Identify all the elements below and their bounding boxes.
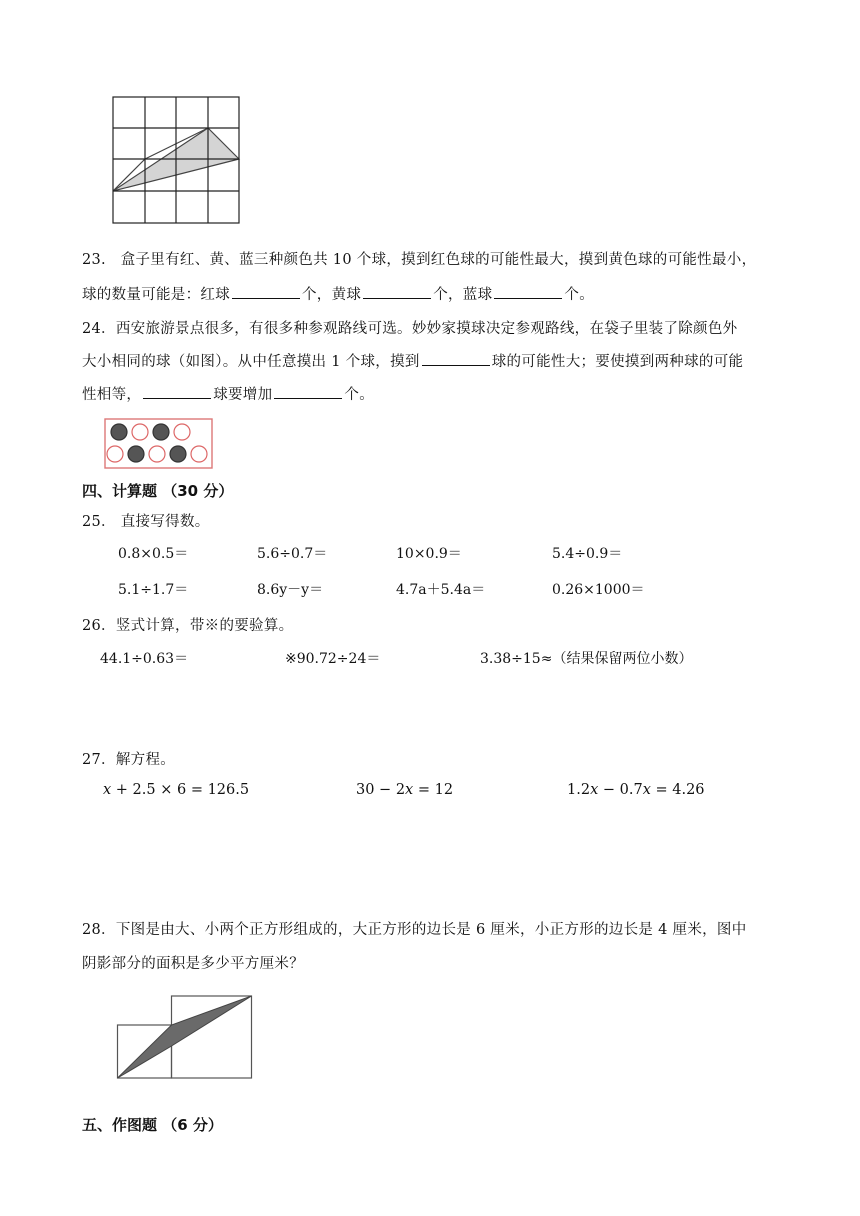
q27-eq3-var1: x [590, 782, 599, 798]
q28-line2: 阴影部分的面积是多少平方厘米？ [82, 956, 304, 972]
ball-filled [128, 446, 144, 462]
q24-text-3c: 个。 [344, 387, 375, 403]
ball-empty [149, 446, 165, 462]
q26-label: 26．竖式计算，带※的要验算。 [82, 618, 294, 634]
ball-filled [170, 446, 186, 462]
two-squares-figure [116, 994, 256, 1080]
q24-line3 [82, 383, 374, 404]
q26-item-2: ※90.72÷24＝ [285, 651, 381, 667]
ball-filled [153, 424, 169, 440]
q24-blank-count[interactable] [274, 384, 342, 399]
q23-text-2a: 球的数量可能是：红球 [82, 287, 230, 303]
ball-empty [107, 446, 123, 462]
q23-line1 [82, 248, 756, 269]
q25-r1-c2: 5.6÷0.7＝ [257, 546, 328, 562]
q27-eq3-e: = 4.26 [650, 782, 705, 798]
q27-eq3-c: − 0.7 [598, 782, 643, 798]
q25-label: 25． 直接写得数。 [82, 514, 210, 530]
q23-text-2b: 个，黄球 [302, 287, 362, 303]
q25-r1-c1: 0.8×0.5＝ [118, 546, 189, 562]
q27-equation-1 [103, 782, 249, 798]
q24-line2 [82, 350, 743, 371]
q23-blank-red[interactable] [232, 284, 300, 299]
ball-filled [111, 424, 127, 440]
section-4-title: 四、计算题 （30 分） [82, 482, 234, 500]
q25-r2-c2: 8.6y－y＝ [257, 582, 324, 598]
q24-blank-which[interactable] [143, 384, 211, 399]
q23-blank-yellow[interactable] [363, 284, 431, 299]
shaded-region [118, 996, 252, 1078]
q28-line1: 28．下图是由大、小两个正方形组成的，大正方形的边长是 6 厘米，小正方形的边长是 4 厘米，图中 [82, 922, 747, 938]
q23-line2 [82, 283, 594, 304]
q27-eq2-a: 30 − 2 [356, 782, 406, 798]
q25-r1-c3: 10×0.9＝ [396, 546, 462, 562]
q23-number: 23. [82, 252, 106, 268]
q24-line1 [82, 317, 737, 338]
ball-empty [174, 424, 190, 440]
q27-eq1-rest: + 2.5 × 6 = 126.5 [111, 782, 250, 798]
q23-blank-blue[interactable] [494, 284, 562, 299]
q27-eq3-a: 1.2 [567, 782, 591, 798]
q27-eq1-var: x [103, 782, 112, 798]
q25-r2-c3: 4.7a＋5.4a＝ [396, 582, 486, 598]
q24-text-2a: 大小相同的球（如图）。从中任意摸出 1 个球，摸到 [82, 354, 420, 370]
q23-text-1: 盒子里有红、黄、蓝三种颜色共 10 个球，摸到红色球的可能性最大，摸到黄色球的可能性最小， [120, 252, 757, 268]
q23-text-2c: 个，蓝球 [433, 287, 493, 303]
q25-r1-c4: 5.4÷0.9＝ [552, 546, 623, 562]
q27-eq3-var2: x [642, 782, 651, 798]
section-5-title: 五、作图题 （6 分） [82, 1116, 223, 1134]
q25-r2-c1: 5.1÷1.7＝ [118, 582, 189, 598]
q24-text-1: 24．西安旅游景点很多，有很多种参观路线可选。妙妙家摸球决定参观路线，在袋子里装了除颜色外 [82, 321, 738, 337]
q27-label: 27．解方程。 [82, 752, 176, 768]
q27-equation-2 [356, 782, 453, 798]
ball-empty [132, 424, 148, 440]
q24-text-3b: 球要增加 [213, 387, 273, 403]
ball-empty [191, 446, 207, 462]
q24-text-2b: 球的可能性大；要使摸到两种球的可能 [491, 354, 744, 370]
q26-item-1: 44.1÷0.63＝ [100, 651, 189, 667]
grid-triangle-figure [112, 96, 242, 226]
q27-eq2-var: x [405, 782, 414, 798]
q23-text-2d: 个。 [564, 287, 595, 303]
q24-text-3a: 性相等， [82, 387, 142, 403]
q27-eq2-c: = 12 [413, 782, 454, 798]
q27-equation-3 [567, 782, 705, 798]
q26-item-3: 3.38÷15≈（结果保留两位小数） [480, 651, 693, 667]
ball-box-figure [104, 418, 214, 470]
q25-r2-c4: 0.26×1000＝ [552, 582, 645, 598]
q24-blank-color[interactable] [422, 351, 490, 366]
